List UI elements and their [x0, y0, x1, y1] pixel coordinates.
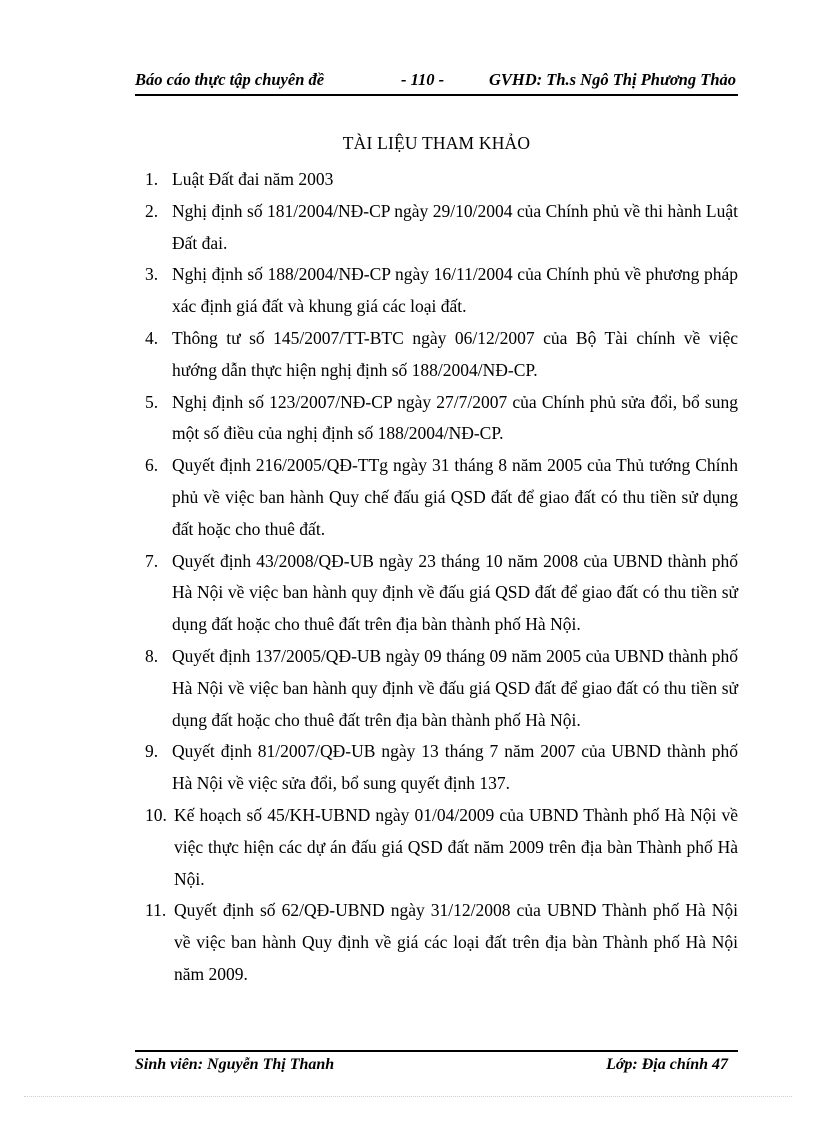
header-report-title: Báo cáo thực tập chuyên đề [135, 70, 325, 89]
reference-item [145, 387, 738, 451]
reference-text: Quyết định 137/2005/QĐ-UB ngày 09 tháng 09 năm 2005 của UBND thành phố Hà Nội về việc ban hành quy định về đấu giá QSD đất để giao đất có thu tiền sử dụng đất hoặc cho thuê đất trên địa bàn thành phố Hà Nội. [172, 645, 738, 730]
footer-class: Lớp: Địa chính 47 [606, 1056, 728, 1073]
reference-number: 1. [145, 169, 159, 189]
reference-item [145, 196, 738, 260]
reference-item [145, 323, 738, 387]
page-title: TÀI LIỆU THAM KHẢO [342, 133, 531, 153]
header-supervisor: GVHD: Th.s Ngô Thị Phương Thảo [488, 70, 736, 89]
page-footer [135, 1050, 738, 1078]
reference-number: 7. [145, 550, 159, 571]
reference-item [145, 164, 738, 196]
page-number: - 110 - [401, 70, 445, 89]
page-bottom-divider [24, 1096, 792, 1097]
reference-item [145, 800, 738, 895]
reference-text: Kế hoạch số 45/KH-UBND ngày 01/04/2009 của UBND Thành phố Hà Nội về việc thực hiện các dự án đấu giá QSD đất năm 2009 trên địa bàn Thành phố Hà Nội. [174, 804, 738, 889]
reference-item [145, 450, 738, 545]
reference-text: Quyết định 81/2007/QĐ-UB ngày 13 tháng 7 năm 2007 của UBND thành phố Hà Nội về việc sửa đổi, bổ sung quyết định 137. [172, 741, 738, 794]
reference-item [145, 895, 738, 990]
page-header [135, 68, 738, 96]
reference-item [145, 736, 738, 800]
reference-number: 11. [145, 900, 167, 921]
reference-text: Quyết định số 62/QĐ-UBND ngày 31/12/2008 của UBND Thành phố Hà Nội về việc ban hành Quy định về giá các loại đất trên địa bàn Thành phố Hà Nội năm 2009. [174, 900, 738, 984]
reference-item [145, 259, 738, 323]
reference-number: 10. [145, 804, 167, 825]
reference-number: 9. [145, 741, 159, 762]
reference-number: 6. [145, 455, 159, 476]
reference-text: Quyết định 43/2008/QĐ-UB ngày 23 tháng 10 năm 2008 của UBND thành phố Hà Nội về việc ban hành quy định về đấu giá QSD đất để giao đất có thu tiền sử dụng đất hoặc cho thuê đất trên địa bàn thành phố Hà Nội. [172, 550, 738, 635]
reference-item [145, 641, 738, 736]
reference-number: 5. [145, 391, 159, 412]
reference-text: Thông tư số 145/2007/TT-BTC ngày 06/12/2007 của Bộ Tài chính về việc hướng dẫn thực hiện nghị định số 188/2004/NĐ-CP. [172, 327, 738, 380]
reference-number: 4. [145, 327, 159, 348]
reference-text: Luật Đất đai năm 2003 [172, 169, 334, 189]
reference-number: 8. [145, 645, 159, 666]
reference-item [145, 546, 738, 641]
reference-text: Quyết định 216/2005/QĐ-TTg ngày 31 tháng 8 năm 2005 của Thủ tướng Chính phủ về việc ban hành Quy chế đấu giá QSD đất để giao đất có thu tiền sử dụng đất hoặc cho thuê đất. [172, 455, 738, 539]
reference-text: Nghị định số 181/2004/NĐ-CP ngày 29/10/2004 của Chính phủ về thi hành Luật Đất đai. [172, 200, 738, 253]
reference-number: 3. [145, 264, 159, 285]
reference-text: Nghị định số 188/2004/NĐ-CP ngày 16/11/2004 của Chính phủ về phương pháp xác định giá đất và khung giá các loại đất. [172, 264, 738, 317]
reference-number: 2. [145, 200, 159, 221]
reference-list [145, 164, 738, 991]
footer-student: Sinh viên: Nguyễn Thị Thanh [135, 1056, 335, 1073]
reference-text: Nghị định số 123/2007/NĐ-CP ngày 27/7/2007 của Chính phủ sửa đổi, bổ sung một số điều của nghị định số 188/2004/NĐ-CP. [172, 391, 738, 444]
